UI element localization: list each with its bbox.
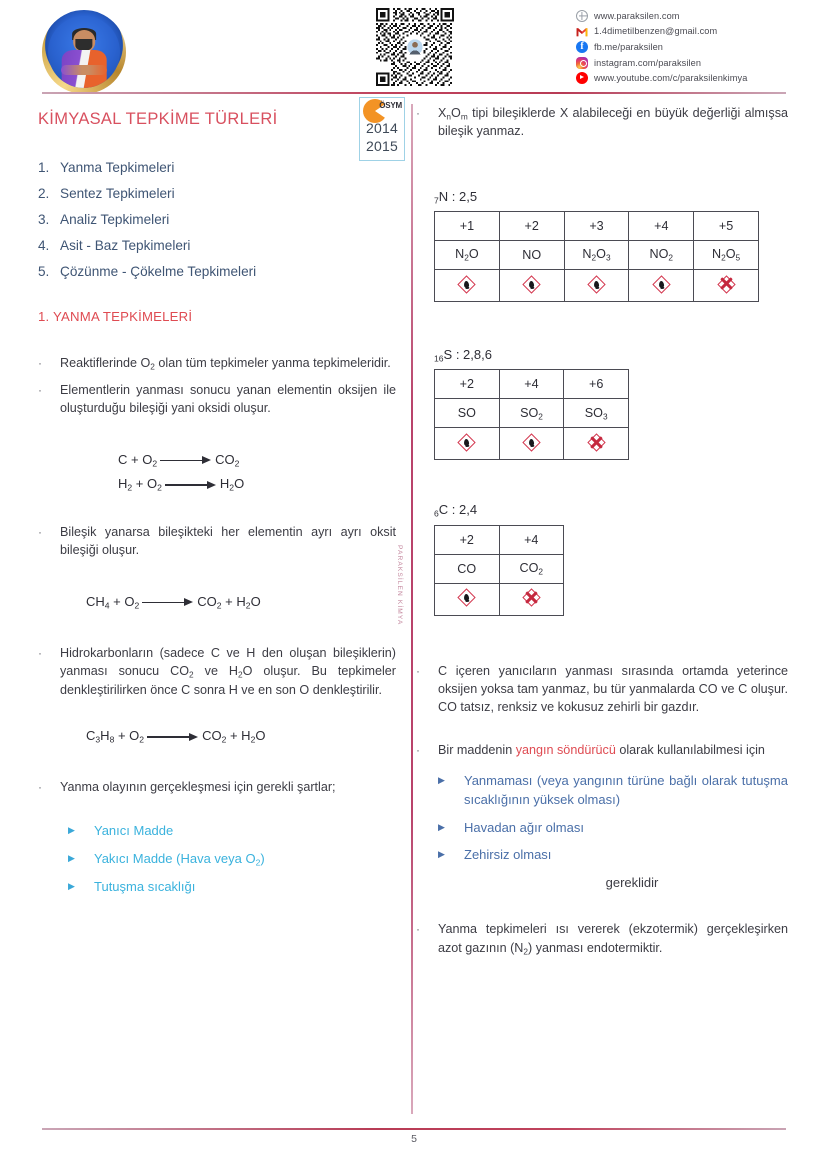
bullet-text: Reaktiflerinde $O_2$ olan tüm tepkimeler yanma tepkimeleridir. (60, 355, 391, 372)
cell-hazard (564, 270, 629, 302)
gmail-icon (576, 25, 588, 37)
cell-oxidation-state: +4 (499, 525, 564, 554)
cell-hazard (435, 270, 500, 302)
table-row-oxidation-states (435, 370, 629, 399)
link-text-instagram: instagram.com/paraksilen (594, 57, 702, 68)
left-column (38, 110, 396, 906)
list-label: Sentez Tepkimeleri (60, 185, 175, 201)
cell-oxidation-state: +4 (629, 212, 694, 241)
list-item (38, 161, 396, 175)
flammable-icon (652, 275, 670, 293)
flammable-icon (458, 589, 476, 607)
link-row-instagram[interactable] (576, 55, 826, 71)
bullet-item (38, 381, 396, 418)
bullet-marker: · (38, 779, 42, 794)
electron-config-sulfur: $_{16}$S : 2,8,6 (434, 347, 492, 364)
instagram-icon (576, 57, 588, 69)
bullet-text: Bileşik yanarsa bileşikteki her elementin ayrı ayrı oksit bileşiği oluşur. (60, 525, 396, 558)
bullet-marker: · (416, 106, 420, 120)
cell-compound: $N_2O_5$ (694, 241, 759, 270)
list-item (38, 239, 396, 253)
list-item (38, 265, 396, 279)
social-links (576, 8, 826, 86)
list-number: 5. (38, 264, 50, 280)
list-label: Çözünme - Çökelme Tepkimeleri (60, 264, 257, 280)
bullet-text: Bir maddenin yangın söndürücü olarak kullanılabilmesi için (438, 742, 765, 757)
list-item (68, 822, 396, 841)
section-subtitle: 1. YANMA TEPKİMELERİ (38, 308, 193, 324)
list-label: Asit - Baz Tepkimeleri (60, 238, 191, 254)
link-text-email: 1.4dimetilbenzen@gmail.com (594, 26, 718, 37)
avatar-ring (48, 16, 120, 88)
footer-divider (42, 1128, 786, 1130)
bullet-marker: · (416, 922, 420, 937)
table-row-compounds (435, 241, 759, 270)
electron-config-nitrogen: $_7$N : 2,5 (434, 188, 478, 206)
equation-4: $C_3H_8 + O_2$ $CO_2 + H_2O$ (86, 728, 266, 745)
bullet-item (38, 644, 396, 699)
cell-oxidation-state: +6 (564, 370, 629, 399)
bullet-text: Hidrokarbonların (sadece C ve H den oluşan bileşiklerin) yanması sonucu $CO_2$ ve $H_2O$ oluşur. Bu tepkimeler denkleştirilirken önce C sonra H ve en son O denkleştirilir. (60, 646, 396, 697)
link-row-youtube[interactable] (576, 70, 826, 86)
bullet-item (38, 523, 396, 560)
table-row-compounds (435, 554, 564, 583)
cell-compound: $N_2O_3$ (564, 241, 629, 270)
cell-oxidation-state: +2 (499, 212, 564, 241)
conclusion-text: gereklidir (605, 875, 659, 891)
cell-oxidation-state: +5 (694, 212, 759, 241)
flammable-icon (523, 275, 541, 293)
list-item (38, 213, 396, 227)
list-item (438, 846, 788, 865)
flammable-icon (458, 275, 476, 293)
equation-3: $CH_4 + O_2$ $CO_2 + H_2O$ (86, 593, 261, 610)
table-row-oxidation-states (435, 525, 564, 554)
cell-compound: SO (435, 399, 500, 428)
bullet-text: C içeren yanıcıların yanması sırasında ortamda yeterince oksijen yoksa tam yanmaz, bu tür yanmalarda CO ve C oluşur. CO tatsız, renksiz ve kokusuz zehirli bir gazdır. (438, 663, 788, 715)
link-text-youtube: www.youtube.com/c/paraksilenkimya (594, 73, 748, 84)
avatar (42, 10, 126, 94)
bullet-item (416, 104, 788, 141)
triangle-right-icon: ▶ (68, 853, 75, 864)
not-flammable-icon (587, 433, 605, 451)
cell-oxidation-state: +1 (435, 212, 500, 241)
triangle-right-icon: ▶ (68, 880, 75, 891)
facebook-icon: f (576, 41, 588, 53)
table-row-hazard-icons (435, 583, 564, 615)
list-number: 2. (38, 185, 50, 201)
bullet-marker: · (38, 525, 42, 540)
cell-compound: $N_2O$ (435, 241, 500, 270)
cell-oxidation-state: +2 (435, 370, 500, 399)
list-item (438, 772, 788, 810)
electron-config-carbon: $_6$C : 2,4 (434, 502, 478, 519)
link-row-website[interactable] (576, 8, 826, 24)
bullet-text: $X_nO_m$ tipi bileşiklerde X alabileceği en büyük değerliği almışsa bileşik yanmaz. (438, 106, 788, 139)
qr-code (374, 8, 456, 86)
cell-hazard (499, 270, 564, 302)
bullet-item (38, 354, 396, 372)
globe-icon (576, 10, 588, 22)
nitrogen-oxides-table (434, 211, 759, 302)
avatar-arms (61, 65, 107, 75)
list-number: 1. (38, 159, 50, 175)
cell-oxidation-state: +2 (435, 525, 500, 554)
list-item (38, 187, 396, 201)
condition-text: Yanmaması (veya yangının türüne bağlı olarak tutuşma sıcaklığının yüksek olması) (464, 772, 788, 807)
bullet-marker: · (416, 663, 420, 678)
triangle-right-icon: ▶ (438, 821, 445, 832)
equation-1: $C + O_2$ $CO_2$ (118, 451, 240, 469)
column-divider (411, 104, 413, 1114)
cell-hazard (499, 583, 564, 615)
flammable-icon (458, 433, 476, 451)
not-flammable-icon (717, 275, 735, 293)
table-row-hazard-icons (435, 270, 759, 302)
cell-compound: CO (435, 554, 500, 583)
combustion-conditions-list (68, 822, 396, 897)
page-header (0, 0, 828, 96)
page-title: KİMYASAL TEPKİME TÜRLERİ (38, 110, 278, 128)
table-row-oxidation-states (435, 212, 759, 241)
link-row-facebook[interactable] (576, 39, 826, 55)
bullet-item (38, 778, 396, 796)
bullet-item (416, 662, 788, 717)
condition-text: Yanıcı Madde (94, 823, 174, 839)
carbon-oxides-table (434, 525, 564, 616)
cell-hazard (694, 270, 759, 302)
link-text-website: www.paraksilen.com (594, 10, 680, 21)
condition-text: Yakıcı Madde (Hava veya $O_2$) (94, 851, 265, 868)
cell-compound: NO (499, 241, 564, 270)
bullet-item (416, 741, 788, 759)
list-item (68, 878, 396, 897)
reaction-types-list (38, 161, 396, 279)
extinguisher-conditions-list (438, 772, 788, 865)
cell-hazard (629, 270, 694, 302)
list-item (438, 819, 788, 838)
list-label: Analiz Tepkimeleri (60, 211, 170, 227)
equation-2: $H_2 + O_2$ $H_2O$ (118, 476, 245, 493)
osym-label: ÖSYM (379, 101, 402, 110)
triangle-right-icon: ▶ (438, 849, 445, 860)
bullet-marker: · (38, 383, 42, 398)
header-divider (42, 92, 786, 94)
table-row-compounds (435, 399, 629, 428)
avatar-beard (75, 39, 92, 51)
bullet-marker: · (38, 646, 42, 661)
link-row-email[interactable] (576, 24, 826, 40)
osym-year-1: 2014 (366, 120, 398, 136)
watermark-label: PARAKSİLEN KİMYA (396, 545, 403, 626)
cell-oxidation-state: +4 (499, 370, 564, 399)
triangle-right-icon: ▶ (68, 825, 75, 836)
cell-hazard (499, 428, 564, 460)
cell-compound: $SO_2$ (499, 399, 564, 428)
bullet-marker: · (38, 355, 42, 370)
link-text-facebook: fb.me/paraksilen (594, 41, 664, 52)
condition-text: Zehirsiz olması (464, 847, 552, 863)
cell-hazard (435, 428, 500, 460)
list-number: 4. (38, 238, 50, 254)
bullet-text: Elementlerin yanması sonucu yanan elementin oksijen ile oluşturduğu bileşiği yani oksidi oluşur. (60, 383, 396, 416)
right-column (416, 104, 788, 966)
youtube-icon (576, 72, 588, 84)
condition-text: Tutuşma sıcaklığı (94, 878, 196, 894)
cell-hazard (564, 428, 629, 460)
qr-code-svg (374, 8, 456, 86)
list-label: Yanma Tepkimeleri (60, 159, 175, 175)
cell-hazard (435, 583, 500, 615)
osym-year-2: 2015 (366, 138, 398, 154)
bullet-text: Yanma tepkimeleri ısı vererek (ekzotermik) gerçekleşirken azot gazının $(N_2)$ yanması endotermiktir. (438, 922, 788, 956)
cell-compound: $CO_2$ (499, 554, 564, 583)
triangle-right-icon: ▶ (438, 774, 445, 785)
sulfur-oxides-table (434, 369, 629, 460)
list-item (68, 850, 396, 869)
list-number: 3. (38, 211, 50, 227)
page-number: 5 (411, 1133, 417, 1145)
flammable-icon (522, 433, 540, 451)
bullet-marker: · (416, 742, 420, 757)
cell-compound: $SO_3$ (564, 399, 629, 428)
bullet-item (416, 920, 788, 957)
cell-oxidation-state: +3 (564, 212, 629, 241)
condition-text: Havadan ağır olması (464, 819, 584, 835)
cell-compound: $NO_2$ (629, 241, 694, 270)
flammable-icon (587, 275, 605, 293)
table-row-hazard-icons (435, 428, 629, 460)
not-flammable-icon (522, 589, 540, 607)
bullet-text: Yanma olayının gerçekleşmesi için gerekli şartlar; (60, 779, 336, 794)
